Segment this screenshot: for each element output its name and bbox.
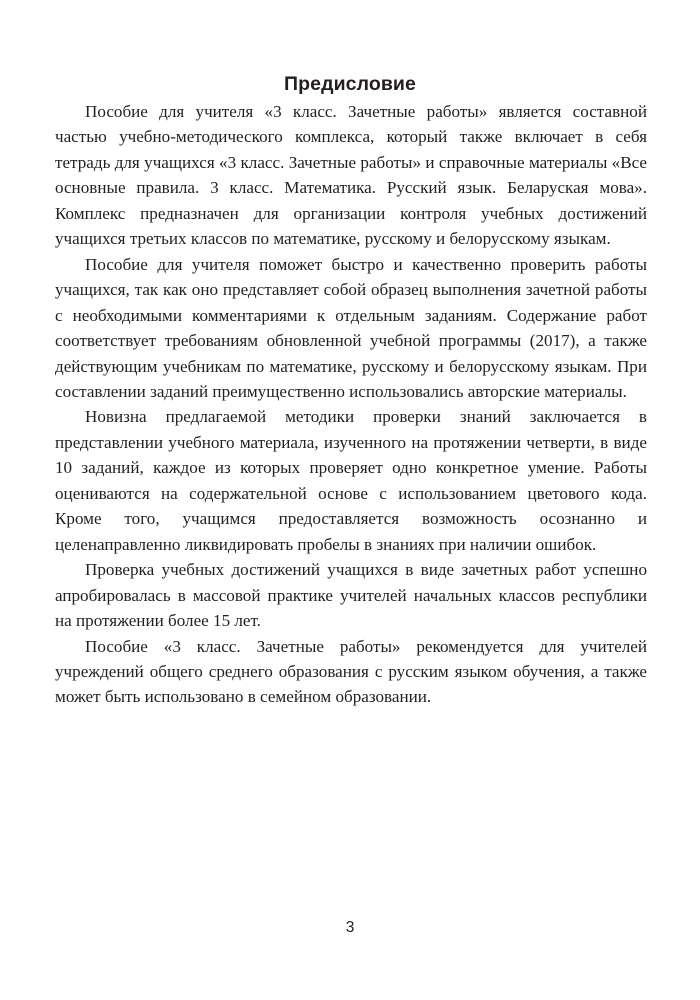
paragraph: Проверка учебных достижений учащихся в виде зачетных работ успешно апробировалась в массовой практике учителей начальных классов республики на протяжении более 15 лет. — [55, 560, 647, 631]
paragraph: Пособие «3 класс. Зачетные работы» рекомендуется для учителей учреждений общего среднего образования с русским языком обучения, а также может быть использовано в семейном образовании. — [55, 636, 647, 707]
paragraph: Пособие для учителя поможет быстро и качественно проверить работы учащихся, так как оно представляет собой образец выполнения зачетной работы с необходимыми комментариями к отдельным заданиям. Содержание работ соответствует требованиям обновленной учебной программы (2017), а также действующим учебникам по математике, русскому и белорусскому языкам. При составлении заданий преимущественно использовались авторские материалы. — [55, 254, 647, 401]
page-title: Предисловие — [284, 73, 416, 96]
body-text-block — [55, 99, 647, 710]
page-number: 3 — [345, 919, 355, 936]
paragraph: Новизна предлагаемой методики проверки знаний заключается в представлении учебного материала, изученного на протяжении четверти, в виде 10 заданий, каждое из которых проверяет одно конкретное умение. Работы оцениваются на содержательной основе с использованием цветового кода. Кроме того, учащимся предоставляется возможность осознанно и целенаправленно ликвидировать пробелы в знаниях при наличии ошибок. — [55, 407, 647, 554]
paragraph: Пособие для учителя «3 класс. Зачетные работы» является составной частью учебно-методического комплекса, который также включает в себя тетрадь для учащихся «3 класс. Зачетные работы» и справочные материалы «Все основные правила. 3 класс. Математика. Русский язык. Беларуская мова». Комплекс предназначен для организации контроля учебных достижений учащихся третьих классов по математике, русскому и белорусскому языкам. — [55, 102, 647, 249]
